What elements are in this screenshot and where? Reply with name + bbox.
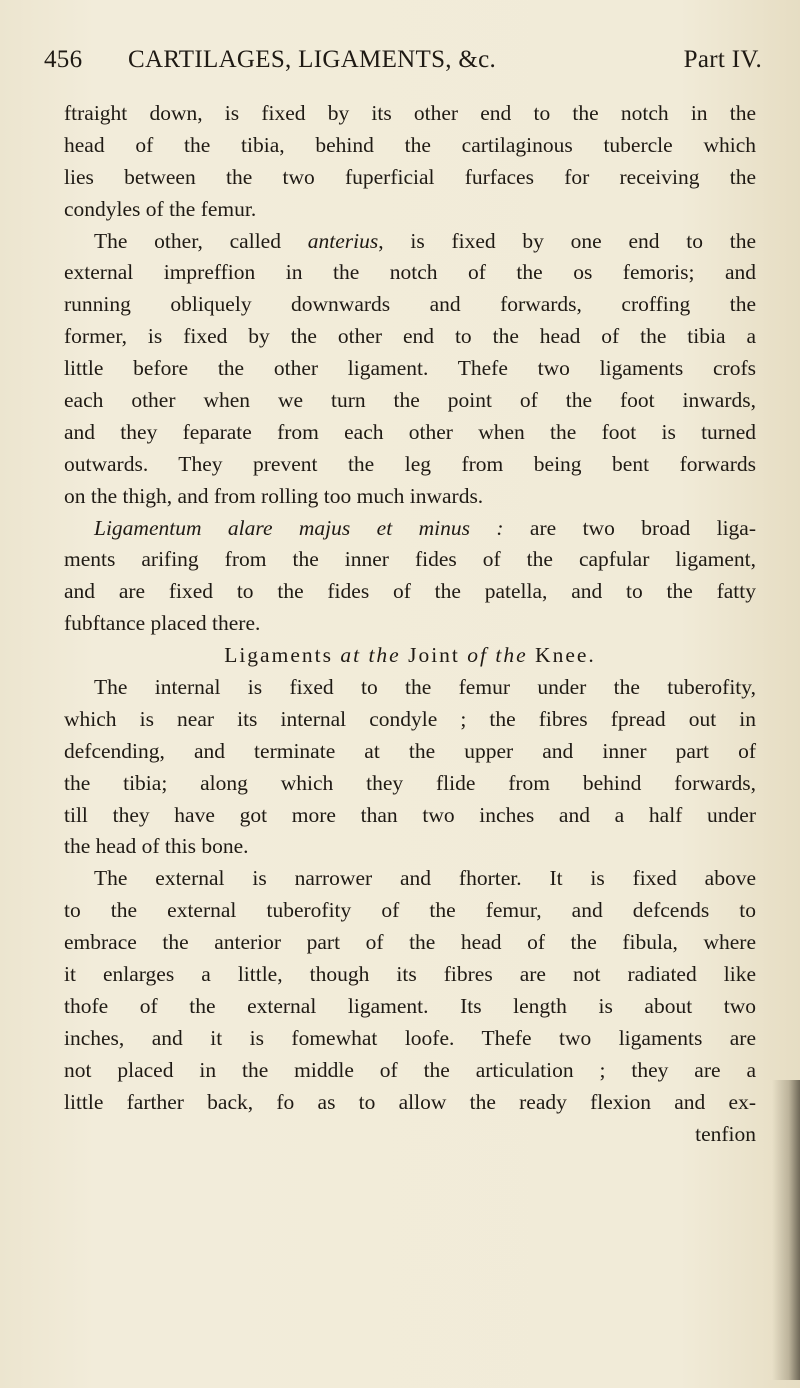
text-line: fubftance placed there. [64, 611, 261, 636]
text-line: condyles of the femur. [64, 196, 257, 221]
text-line: former, is fixed by the other end to the head of the tibia a [64, 324, 756, 349]
text-line: running obliquely downwards and forwards, croffing the [64, 292, 756, 317]
text-line: Ligamentum alare majus et minus : are two broad liga- [94, 515, 756, 540]
text-line: which is near its internal condyle ; the fibres fpread out in [64, 706, 756, 731]
catchword: tenfion [695, 1121, 756, 1146]
page-number: 456 [44, 46, 83, 73]
text-line: and are fixed to the fides of the patella, and to the fatty [64, 579, 756, 604]
italic-term: Ligamentum alare majus et minus : [94, 515, 504, 540]
part-label: Part IV. [683, 46, 762, 73]
text-line: the tibia; along which they flide from behind forwards, [64, 770, 756, 795]
text-line: outwards. They prevent the leg from being bent forwards [64, 451, 756, 476]
section-heading: Ligaments at the Joint of the Knee. [224, 643, 596, 668]
text-line: The other, called anterius, is fixed by one end to the [94, 228, 757, 253]
text-line: thofe of the external ligament. Its length is about two [64, 993, 756, 1018]
text-line: not placed in the middle of the articulation ; they are a [64, 1057, 756, 1082]
italic-term: anterius [307, 228, 379, 253]
text-line: inches, and it is fomewhat loofe. Thefe two ligaments are [64, 1025, 756, 1050]
text-line: The external is narrower and fhorter. It is fixed above [94, 866, 756, 891]
page-body [64, 98, 756, 1150]
text-line: and they feparate from each other when the foot is turned [64, 419, 756, 444]
page-edge-shadow [772, 1080, 800, 1380]
text-line: The internal is fixed to the femur under the tuberofity, [94, 675, 756, 700]
text-line: little before the other ligament. Thefe two ligaments crofs [64, 356, 756, 381]
text-line: external impreffion in the notch of the os femoris; and [64, 260, 756, 285]
text-line: it enlarges a little, though its fibres are not radiated like [64, 962, 756, 987]
running-header [44, 42, 762, 82]
text-line: lies between the two fuperficial furfaces for receiving the [64, 164, 756, 189]
running-title: CARTILAGES, LIGAMENTS, &c. [128, 46, 497, 73]
text-line: to the external tuberofity of the femur, and defcends to [64, 898, 756, 923]
text-line: embrace the anterior part of the head of the fibula, where [64, 930, 756, 955]
text-line: till they have got more than two inches and a half under [64, 802, 756, 827]
text-line: the head of this bone. [64, 834, 249, 859]
text-line: ftraight down, is fixed by its other end to the notch in the [64, 101, 756, 125]
text-line: little farther back, fo as to allow the ready flexion and ex- [64, 1089, 756, 1114]
text-line: ments arifing from the inner fides of the capfular ligament, [64, 547, 756, 572]
text-line: on the thigh, and from rolling too much inwards. [64, 483, 484, 508]
text-line: head of the tibia, behind the cartilaginous tubercle which [64, 132, 756, 157]
text-line: each other when we turn the point of the foot inwards, [64, 388, 756, 413]
text-line: defcending, and terminate at the upper and inner part of [64, 738, 756, 763]
